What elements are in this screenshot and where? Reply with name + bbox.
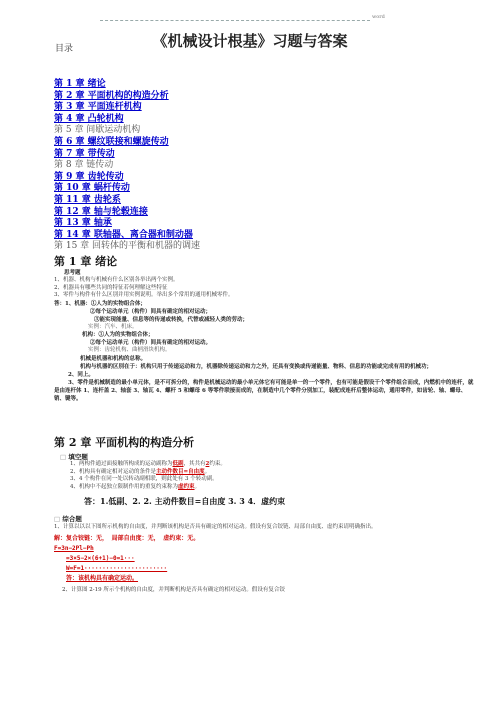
solution-answer: 答：该机构具有确定运动。 <box>66 575 139 583</box>
answer-line: 答：1、机器：①人为的实物组合体； <box>54 300 146 307</box>
toc-item[interactable]: 第 2 章 平面机构的构造分析 <box>54 90 169 101</box>
toc-item[interactable]: 第 7 章 带传动 <box>54 148 115 159</box>
toc-item[interactable]: 第 9 章 齿轮传动 <box>54 171 124 182</box>
toc-item[interactable]: 第 14 章 联轴器、离合器和制动器 <box>54 229 193 240</box>
fill-blank-3: 3、4 个构件在同一处以转动副相联，则此处有 3 个转动副。 <box>70 476 218 483</box>
fill-blank-answers: 答：1.低副、2. 2. 主动件数目=自由度 3. 3 4．虚约束 <box>84 496 286 507</box>
toc-item[interactable]: 第 4 章 凸轮机构 <box>54 113 124 124</box>
toc-item: 第 5 章 间歇运动机构 <box>54 125 141 136</box>
question-2: 2、机器具有哪些共同的特征若何理解这些特征 <box>54 284 168 291</box>
chapter-1 <box>54 253 474 403</box>
question-3: 3、零件与构件有什么区别并用实例说明。举出多个常用的通用机械零件。 <box>54 292 234 299</box>
comprehensive-label: □ 综合题 <box>54 515 82 524</box>
toc-item[interactable]: 第 10 章 蜗杆传动 <box>54 183 130 194</box>
answer-example: 实例：齿轮机构、曲柄滑块机构。 <box>88 347 171 354</box>
header-word: word <box>372 14 385 20</box>
answer-line: 机械是机器和机构的总称。 <box>80 355 147 362</box>
toc-item[interactable]: 第 12 章 轴与轮毂连接 <box>54 206 148 217</box>
answer-line: ②每个运动单元（构件）间具有确定的相对运动。 <box>90 340 212 347</box>
toc-item[interactable]: 第 3 章 平面连杆机构 <box>54 102 142 113</box>
thinking-questions-label: 思考题 <box>64 270 81 276</box>
fill-blank-4: 4、机构中不起独立限制作用的重复约束称为虚约束。 <box>70 483 201 490</box>
question-1: 1、机器、机构与机械有什么区别各举出两个实例。 <box>54 277 179 283</box>
answer-paragraph: 3、零件是机械制造的最小单元体，是不可拆分的，构件是机械运动的最小单元体它有可能是单一的一个零件，也有可能是假设干个零件组合而成，内燃机中的连杆，就是由连杆体 1、连杆盖 2、轴套 3、轴瓦 4、螺杆 5 和螺母 6 等零件联接而成的，在制造中几个零件分别加工，装配成连杆后整体运动，通用零件，如齿轮、轴、螺母、销、键等。 <box>54 379 474 402</box>
document-title: 《机械设计根基》习题与答案 <box>152 32 348 50</box>
problem-2: 2、计算图 2-19 所示个机构的自由度，并判断机构是否具有确定的相对运动。假设有复合铰 <box>62 587 285 594</box>
chapter-1-title: 第 1 章 绪论 <box>54 255 118 268</box>
answer-line: 2、同上。 <box>68 371 94 378</box>
fill-blank-2: 2、机构具有确定相对运动的条件是主动件数目=自由度。 <box>70 468 211 475</box>
solution-formula: F=3n−2Pl−Ph <box>54 545 94 553</box>
solution-calc: =3×5−2×(6+1)−0=1··· <box>66 555 135 563</box>
answer-line: 机构：①人为的实物组合体； <box>82 332 154 339</box>
table-of-contents <box>54 79 200 253</box>
toc-item[interactable]: 第 6 章 螺纹联接和螺旋传动 <box>54 136 169 147</box>
chapter-2 <box>54 434 474 595</box>
solution-line: 解：复合铰链：无， 局部自由度：无， 虚约束：无。 <box>54 535 200 543</box>
answer-line: ③能实现能量、信息等的传递或转换，代替或减轻人类的劳动； <box>94 316 249 323</box>
toc-item: 第 15 章 回转体的平衡和机器的调速 <box>54 241 201 252</box>
solution-result: W=F=1······················· <box>66 565 168 573</box>
answer-line: ②每个运动单元（构件）间具有确定的相对运动； <box>90 308 212 315</box>
toc-item: 第 8 章 链传动 <box>54 160 114 171</box>
header-rule <box>100 20 370 21</box>
chapter-2-title: 第 2 章 平面机构的构造分析 <box>54 436 195 449</box>
toc-item[interactable]: 第 1 章 绪论 <box>54 79 106 89</box>
fill-blank-label: □ 填空题 <box>60 453 88 461</box>
toc-item[interactable]: 第 13 章 轴承 <box>54 218 112 229</box>
answer-example: 实例：汽车、机床。 <box>88 323 138 330</box>
toc-item[interactable]: 第 11 章 齿轮系 <box>54 194 121 205</box>
fill-blank-1: 1、两构件通过面接触所构成的运动副称为低副，其共有2约束。 <box>70 461 226 467</box>
toc-label: 目录 <box>55 44 74 54</box>
problem-1: 1、计算以以以下图所示机构的自由度，并判断该机构是否具有确定的相对运动。假设有复合铰链、局部自由度、虚约束请明确指出。 <box>54 524 377 531</box>
answer-paragraph: 机构与机器的区别在于：机构只用于传递运动和力，机器除传递运动和力之外，还具有变换或传递能量、物料、信息的功能或完成有用的机械功； <box>80 363 433 370</box>
